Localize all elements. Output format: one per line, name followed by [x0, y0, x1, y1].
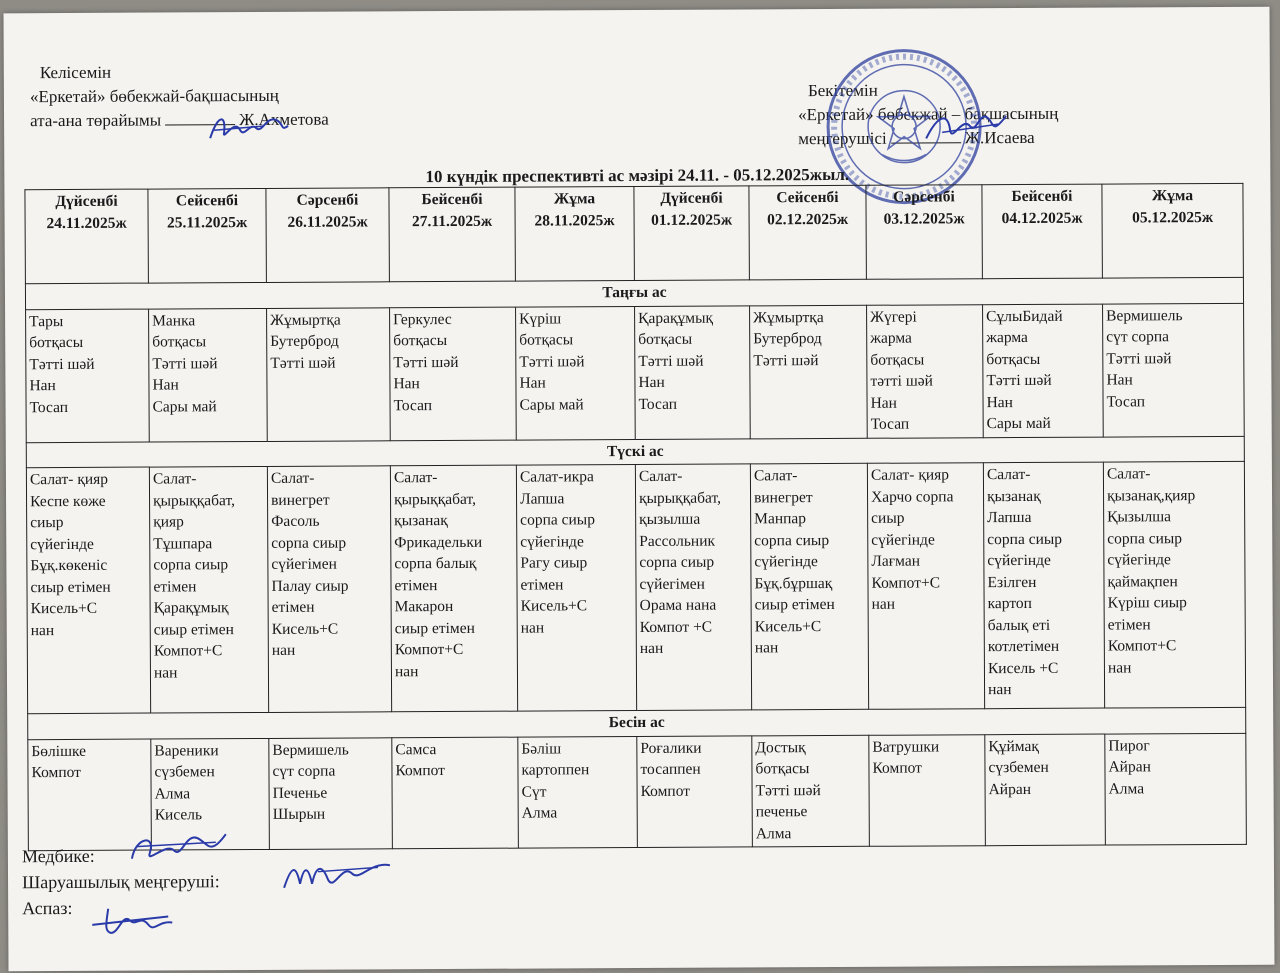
meal-item: винегрет	[271, 491, 330, 509]
meal-item: ботқасы	[755, 760, 810, 778]
meal-item: Бутерброд	[753, 330, 822, 348]
meal-item: етімен	[1107, 615, 1151, 634]
meal-item: Пирог	[1108, 736, 1150, 755]
meal-item: Тәтті шәй	[1106, 349, 1172, 368]
meal-item: сорпа сиыр	[271, 534, 347, 552]
meal-item: Сары май	[519, 395, 584, 414]
day-name: Сейсенбі	[175, 192, 239, 210]
meal-item: винегрет	[754, 488, 813, 506]
meal-item: Езілген	[987, 573, 1037, 591]
meal-item: Компот +С	[639, 618, 713, 636]
meal-item: сүт сорпа	[1106, 328, 1170, 346]
meal-item: Күріш сиыр	[1107, 594, 1187, 612]
meal-item: жарма	[986, 328, 1028, 347]
menu-document	[4, 7, 1275, 972]
meal-item: сүйегінде	[871, 530, 935, 549]
meal-item: етімен	[394, 576, 438, 594]
meal-item: СұлыБидай	[986, 307, 1063, 325]
meal-cell	[869, 734, 986, 846]
day-date: 28.11.2025ж	[534, 211, 615, 230]
day-name: Сәрсенбі	[893, 188, 955, 206]
meal-item: Жұмыртқа	[753, 308, 824, 326]
meal-item: сорпа балық	[394, 554, 477, 573]
meal-item: нан	[988, 681, 1012, 699]
meal-item: сиыр етімен	[754, 595, 835, 614]
meal-item: нан	[871, 595, 896, 613]
day-date: 03.12.2025ж	[883, 209, 965, 228]
meal-item: балық еті	[987, 616, 1051, 634]
meal-item: сорпа сиыр	[153, 556, 229, 574]
meal-item: Вермишель	[272, 741, 349, 759]
footer-signatures	[22, 842, 220, 921]
meal-cell	[985, 734, 1106, 846]
meal-cell	[750, 463, 868, 710]
meal-item: ботқасы	[29, 333, 84, 352]
meal-item: Нан	[152, 376, 179, 394]
page-title: 10 күндік преспективті ас мәзірі 24.11. - 05.12.2025жыл.	[425, 164, 850, 187]
meal-item: Печенье	[272, 784, 328, 802]
meal-cell	[752, 735, 870, 847]
day-date: 05.12.2025ж	[1132, 208, 1214, 226]
meal-item: Айран	[988, 780, 1032, 798]
meal-item: нан	[30, 621, 55, 639]
approval-left	[30, 60, 329, 134]
meal-cell	[267, 307, 391, 441]
footer-cook-label: Аспаз:	[22, 897, 73, 919]
meal-cell	[390, 465, 517, 712]
meal-item: етімен	[520, 575, 564, 594]
meal-item: қызанақ,қияр	[1106, 486, 1196, 505]
meal-item: Компот+С	[153, 642, 223, 660]
meal-item: Сүт	[521, 782, 547, 801]
meal-item: Кисель+С	[30, 599, 98, 618]
meal-item: Компот	[872, 759, 922, 777]
meal-item: қаймақпен	[1107, 572, 1178, 591]
day-date: 25.11.2025ж	[166, 213, 248, 231]
day-date: 01.12.2025ж	[651, 211, 733, 229]
meal-item: нан	[271, 641, 296, 659]
meal-cell	[149, 308, 268, 442]
meal-item: Тәтті шәй	[753, 351, 819, 369]
meal-item: сиыр етімен	[153, 620, 234, 639]
approval-left-role: ата-ана төрайымы	[30, 110, 162, 131]
meal-item: нан	[754, 639, 779, 657]
meal-item: Тәтті шәй	[270, 354, 336, 372]
meal-item: Жүгері	[870, 308, 917, 326]
meal-item: сорпа сиыр	[639, 553, 715, 571]
day-name: Жұма	[1151, 187, 1194, 205]
meal-item: етімен	[271, 598, 315, 616]
day-header-row	[25, 183, 1243, 283]
meal-item: Лапша	[520, 489, 565, 508]
meal-item: Айран	[1108, 758, 1151, 776]
meal-item: Салат-	[753, 467, 798, 485]
meal-cell	[867, 463, 984, 710]
meal-item: қызанақ	[986, 487, 1041, 505]
meal-item: Достық	[755, 738, 806, 756]
meal-item: сиыр	[30, 514, 64, 532]
meal-item: қызанақ	[394, 512, 448, 530]
meal-item: Тосап	[393, 396, 433, 414]
meal-item: Салат-	[1106, 465, 1151, 483]
day-name: Сәрсенбі	[296, 191, 359, 209]
meal-item: Тәтті шәй	[393, 353, 459, 371]
meal-item: Макарон	[394, 597, 454, 616]
meal-item: Құймақ	[988, 737, 1039, 755]
meal-item: Алма	[1108, 779, 1145, 798]
meal-item: Тәтті шәй	[152, 354, 218, 373]
meal-item: сиыр	[871, 509, 905, 527]
meal-item: Компот	[31, 763, 81, 782]
meal-item: Күріш	[519, 309, 562, 328]
meal-item: Нан	[1106, 371, 1133, 389]
meal-item: Тәтті шәй	[638, 352, 704, 370]
meal-item: Роғалики	[640, 739, 702, 757]
meal-item: Тәтті шәй	[519, 352, 585, 371]
meal-item: Салат- қияр	[870, 466, 950, 484]
day-date: 02.12.2025ж	[767, 210, 849, 228]
meal-cell	[635, 305, 751, 439]
meal-cell	[1103, 461, 1245, 708]
day-name: Жұма	[553, 190, 596, 208]
meal-cell	[28, 739, 152, 851]
meal-item: Салат-	[270, 469, 315, 487]
meal-item: Тосап	[870, 415, 910, 433]
meal-item: қызылша	[639, 510, 701, 528]
meal-item: Салат-икра	[519, 468, 594, 486]
meal-item: Харчо сорпа	[870, 487, 954, 506]
menu-table	[24, 183, 1246, 851]
meal-item: Кисель+С	[271, 620, 339, 638]
meal-item: қырыққабат,	[639, 489, 721, 507]
meal-item: сүйегінде	[520, 532, 584, 551]
meal-cell	[516, 306, 636, 440]
day-date: 24.11.2025ж	[46, 214, 127, 232]
meal-item: Лапша	[987, 508, 1032, 527]
meal-item: Тары	[29, 312, 64, 330]
meal-item: Қарақұмық	[638, 309, 714, 327]
approval-right-name: Ж.Исаева	[964, 127, 1035, 148]
meal-item: сорпа сиыр	[520, 511, 595, 529]
meal-item: Салат-	[638, 467, 683, 486]
meal-cell	[516, 465, 636, 712]
meal-item: Компот	[395, 762, 445, 780]
day-date: 27.11.2025ж	[411, 212, 493, 230]
meal-item: картоп	[987, 594, 1032, 613]
meal-item: Тосап	[1106, 392, 1146, 411]
meal-item: Тосап	[638, 395, 678, 413]
footer-manager-label: Шаруашылық меңгеруші:	[21, 871, 220, 893]
meal-cell	[983, 462, 1104, 709]
approval-left-name: Ж.Ахметова	[239, 109, 329, 130]
meal-item: Компот+С	[1107, 637, 1177, 655]
meal-item: сүт сорпа	[272, 762, 336, 780]
meal-item: Шырын	[272, 805, 326, 823]
day-header	[25, 189, 148, 284]
meal-cell	[1103, 303, 1245, 437]
meal-item: нан	[639, 639, 664, 657]
meal-item: сүйегінде	[987, 551, 1051, 570]
meal-item: сүзбемен	[154, 763, 215, 781]
meal-cell	[390, 307, 517, 441]
meal-item: нан	[153, 663, 178, 682]
meal-item: ботқасы	[870, 351, 925, 369]
meal-item: сүйегінде	[30, 535, 94, 553]
meal-item: тосаппен	[640, 760, 701, 778]
day-header	[749, 185, 866, 280]
meal-item: Тұшпара	[153, 534, 213, 553]
signature-manager-icon	[278, 853, 398, 900]
meal-item: ботқасы	[638, 330, 693, 349]
meal-item: ботқасы	[519, 331, 574, 349]
meal-item: Кеспе көже	[30, 492, 106, 510]
meal-item: сорпа сиыр	[987, 530, 1063, 548]
meal-item: Сары май	[152, 397, 217, 416]
approval-right-line2: «Еркетай» бөбекжай – бақшасының	[797, 103, 1059, 125]
day-header	[515, 187, 634, 282]
meal-item: Нан	[393, 375, 420, 393]
approval-right	[798, 78, 1059, 151]
meal-cell	[26, 309, 150, 443]
meal-item: котлетімен	[987, 637, 1060, 656]
meal-cell	[1105, 733, 1247, 845]
meal-item: ботқасы	[152, 333, 207, 351]
meal-item: Алма	[521, 804, 558, 822]
meal-item: Бәліш	[521, 739, 562, 758]
meal-item: нан	[394, 662, 419, 680]
meal-item: Қарақұмық	[153, 599, 229, 617]
meal-cell	[26, 467, 150, 714]
meal-item: Тәтті шәй	[29, 355, 95, 373]
approval-right-line1: Бекітемін	[807, 80, 878, 101]
meal-item: Орама нана	[639, 596, 717, 614]
approval-left-line2: «Еркетай» бөбекжай-бақшасының	[29, 85, 279, 107]
approval-right-role: меңгерушісі	[798, 128, 887, 149]
day-name: Бейсенбі	[1011, 187, 1073, 206]
section-title: Бесін ас	[28, 707, 1246, 739]
meal-item: Кисель+С	[754, 617, 822, 635]
meal-cell	[983, 304, 1104, 438]
meal-item: Бөлішке	[31, 742, 87, 760]
meal-item: ботқасы	[393, 332, 448, 350]
meal-cell	[149, 466, 268, 713]
meal-item: Компот+С	[871, 573, 941, 592]
day-date: 26.11.2025ж	[287, 212, 368, 231]
day-header	[1102, 183, 1243, 278]
meal-cell	[269, 737, 393, 849]
day-name: Сейсенбі	[776, 188, 839, 207]
meal-row	[26, 303, 1245, 442]
meal-item: Нан	[519, 374, 546, 392]
meal-item: қырыққабат,	[153, 491, 236, 510]
signature-line-right	[891, 142, 961, 143]
meal-cell	[151, 738, 270, 850]
meal-item: ботқасы	[986, 350, 1041, 368]
meal-item: Рассольник	[639, 532, 716, 550]
meal-item: Кисель	[154, 806, 203, 824]
day-name: Бейсенбі	[421, 190, 483, 209]
meal-item: Алма	[154, 784, 191, 803]
meal-item: Лағман	[871, 552, 921, 570]
meal-item: Бұқ.көкеніс	[30, 556, 108, 575]
meal-item: Салат-	[393, 469, 438, 487]
meal-item: Нан	[29, 377, 56, 395]
meal-item: Нан	[638, 373, 665, 392]
meal-item: Салат-	[986, 465, 1031, 484]
meal-item: Тосап	[29, 398, 69, 416]
meal-item: Фасоль	[271, 512, 320, 530]
signature-line-left	[165, 124, 235, 125]
meal-item: Қызылша	[1107, 508, 1172, 526]
day-header	[389, 187, 515, 282]
meal-item: қияр	[153, 513, 184, 531]
section-title: Түскі ас	[26, 436, 1244, 468]
meal-item: Геркулес	[393, 310, 452, 328]
meal-item: Салат- қияр	[29, 470, 109, 489]
meal-item: Жұмыртқа	[270, 311, 341, 329]
day-header	[148, 188, 266, 283]
meal-item: Сары май	[986, 414, 1051, 433]
meal-item: Нан	[870, 394, 897, 412]
day-name: Дүйсенбі	[55, 192, 118, 211]
meal-item: жарма	[870, 329, 912, 347]
meal-item: Вареники	[154, 741, 219, 760]
day-header	[266, 188, 389, 283]
meal-item: Манка	[152, 311, 196, 330]
meal-item: печенье	[755, 803, 808, 821]
meal-item: сүйегімен	[271, 555, 337, 573]
meal-cell	[267, 466, 391, 713]
meal-item: етімен	[153, 577, 197, 596]
meal-item: Бутерброд	[270, 332, 339, 350]
meal-cell	[518, 736, 638, 848]
day-date: 04.12.2025ж	[1001, 209, 1083, 227]
meal-item: тәтті шәй	[870, 372, 933, 390]
meal-item: Бұқ.бұршақ	[754, 574, 833, 592]
meal-item: Тәтті шәй	[755, 781, 821, 799]
meal-item: сорпа сиыр	[1107, 529, 1183, 548]
approval-left-line1: Келісемін	[39, 62, 112, 83]
meal-item: Салат-	[152, 470, 197, 488]
meal-item: Ватрушки	[872, 737, 940, 756]
meal-item: Палау сиыр	[271, 577, 349, 595]
day-name: Дүйсенбі	[660, 189, 723, 207]
meal-item: сиыр етімен	[394, 619, 475, 637]
meal-item: Самса	[395, 740, 437, 758]
meal-cell	[635, 464, 751, 711]
meal-row	[28, 733, 1247, 851]
meal-item: сүйегінде	[1107, 551, 1171, 569]
meal-item: Алма	[755, 824, 792, 842]
meal-item: Компот+С	[394, 640, 464, 659]
meal-item: нан	[1107, 658, 1132, 677]
footer-nurse-label: Медбике:	[21, 845, 95, 867]
meal-item: Манпар	[754, 510, 807, 528]
meal-item: Кисель+С	[520, 597, 588, 615]
meal-item: Фрикадельки	[394, 533, 483, 551]
day-header	[866, 185, 982, 280]
day-header	[634, 186, 749, 281]
meal-item: Рагу сиыр	[520, 554, 588, 572]
meal-item: Тәтті шәй	[986, 371, 1052, 390]
meal-cell	[867, 304, 984, 438]
meal-cell	[750, 305, 868, 439]
meal-item: Вермишель	[1106, 306, 1183, 325]
meal-cell	[637, 735, 753, 847]
meal-item: Кисель +С	[987, 659, 1059, 677]
section-title: Таңғы ас	[25, 277, 1243, 309]
meal-cell	[392, 737, 519, 849]
meal-item: сүйегінде	[754, 553, 818, 571]
meal-item: қырыққабат,	[394, 490, 477, 508]
meal-item: картоппен	[521, 761, 590, 779]
day-header	[982, 184, 1102, 279]
meal-item: сүзбемен	[988, 758, 1049, 777]
meal-item: нан	[520, 618, 545, 637]
meal-item: сүйегімен	[639, 575, 705, 593]
meal-item: Компот	[640, 782, 691, 800]
meal-item: Нан	[986, 393, 1013, 411]
meal-item: сорпа сиыр	[754, 531, 830, 549]
meal-row	[26, 461, 1245, 713]
meal-item: сиыр етімен	[30, 578, 111, 596]
